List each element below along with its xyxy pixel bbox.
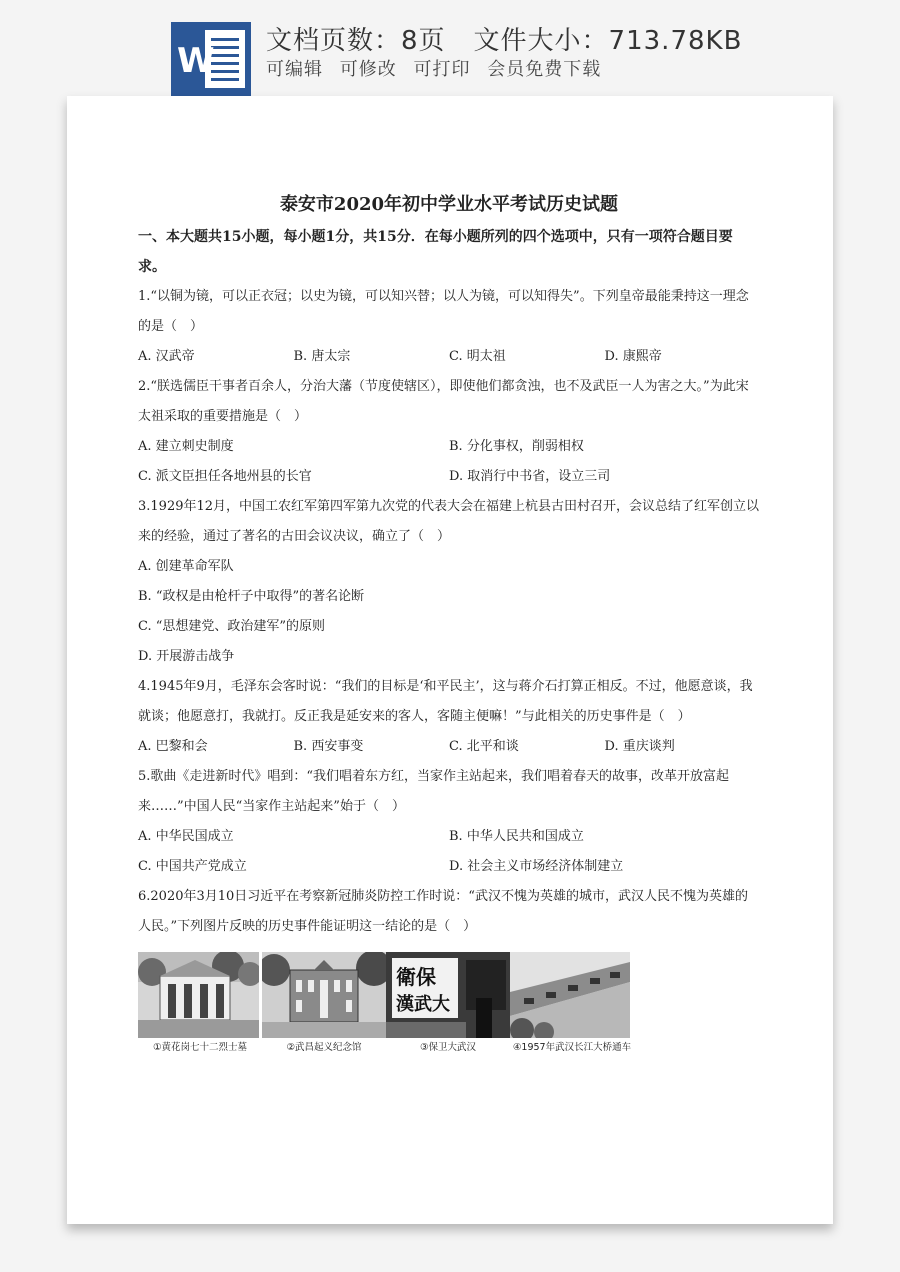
option: B. 中华人民共和国成立	[449, 829, 584, 844]
document-header	[0, 0, 900, 100]
defend-wuhan-photo	[386, 952, 512, 1038]
document-page	[67, 96, 833, 1224]
option: A. 巴黎和会	[138, 739, 208, 754]
word-document-icon	[171, 22, 251, 96]
question-5-options-row2	[138, 852, 760, 882]
option: C. 派文臣担任各地州县的长官	[138, 469, 312, 484]
svg-text:漢武大: 漢武大	[396, 994, 450, 1015]
option: D. 取消行中书省，设立三司	[449, 469, 611, 484]
question-4-options	[138, 732, 760, 762]
feature-modifiable: 可修改	[339, 59, 397, 80]
figure-1	[138, 952, 262, 1055]
question-4: 4.1945年9月，毛泽东会客时说：“我们的目标是‘和平民主’，这与蒋介石打算正相反。不过，他愿意谈，我就谈；他愿意打，我就打。反正我是延安来的客人，客随主便嘛！”与此相关的历史事件是（ ）	[138, 679, 753, 724]
option: B. 西安事变	[293, 739, 364, 754]
feature-printable: 可打印	[413, 59, 471, 80]
figure-caption: ②武昌起义纪念馆	[286, 1042, 362, 1053]
option: D. 社会主义市场经济体制建立	[449, 859, 624, 874]
doc-title: 泰安市2020年初中学业水平考试历史试题	[279, 194, 619, 215]
option: A. 汉武帝	[138, 349, 195, 364]
question-6-figures	[138, 952, 760, 1055]
option: D. 开展游击战争	[138, 649, 235, 664]
option: B. “政权是由枪杆子中取得”的著名论断	[138, 589, 365, 604]
page-count: 文档页数：8页	[266, 26, 446, 56]
option: C. 北平和谈	[449, 739, 519, 754]
option: D. 康熙帝	[604, 349, 662, 364]
question-3: 3.1929年12月，中国工农红军第四军第九次党的代表大会在福建上杭县古田村召开，会议总结了红军创立以来的经验，通过了著名的古田会议决议，确立了（ ）	[138, 499, 760, 544]
option: D. 重庆谈判	[604, 739, 675, 754]
option: B. 分化事权，削弱相权	[449, 439, 584, 454]
question-6: 6.2020年3月10日习近平在考察新冠肺炎防控工作时说：“武汉不愧为英雄的城市，武汉人民不愧为英雄的人民。”下列图片反映的历史事件能证明这一结论的是（ ）	[138, 889, 748, 934]
figure-2	[262, 952, 386, 1055]
question-2-options-row1	[138, 432, 760, 462]
option: B. 唐太宗	[293, 349, 351, 364]
svg-text:W: W	[177, 41, 215, 81]
figure-caption: ①黄花岗七十二烈士墓	[152, 1042, 248, 1053]
svg-text:衛保: 衛保	[396, 965, 436, 989]
tomb-photo	[138, 952, 259, 1038]
question-5-options-row1	[138, 822, 760, 852]
question-2-options-row2	[138, 462, 760, 492]
question-5: 5.歌曲《走进新时代》唱到：“我们唱着东方红，当家作主站起来，我们唱着春天的故事，改革开放富起来……”中国人民“当家作主站起来”始于（ ）	[138, 769, 730, 814]
memorial-hall-photo	[262, 952, 386, 1038]
header-features	[266, 55, 611, 81]
figure-caption: ③保卫大武汉	[419, 1042, 477, 1053]
file-size: 文件大小：713.78KB	[473, 26, 743, 56]
document-content	[138, 190, 760, 1055]
header-stats	[266, 20, 742, 57]
figure-caption: ④1957年武汉长江大桥通车	[512, 1042, 632, 1053]
option: C. 明太祖	[449, 349, 506, 364]
question-2: 2.“朕选儒臣干事者百余人，分治大藩（节度使辖区），即使他们都贪浊，也不及武臣一人为害之大。”为此宋太祖采取的重要措施是（ ）	[138, 379, 749, 424]
option: C. 中国共产党成立	[138, 859, 247, 874]
figure-4	[510, 952, 634, 1055]
figure-3	[386, 952, 510, 1055]
option: A. 中华民国成立	[138, 829, 234, 844]
question-1-options	[138, 342, 760, 372]
option: C. “思想建党、政治建军”的原则	[138, 619, 326, 634]
option: A. 创建革命军队	[138, 559, 234, 574]
bridge-photo	[510, 952, 630, 1038]
option: A. 建立刺史制度	[138, 439, 234, 454]
question-1: 1.“以铜为镜，可以正衣冠；以史为镜，可以知兴替；以人为镜，可以知得失”。下列皇帝最能秉持这一理念的是（ ）	[138, 289, 749, 334]
feature-member-download: 会员免费下载	[487, 59, 602, 80]
feature-editable: 可编辑	[266, 59, 323, 80]
section-heading: 一、本大题共15小题，每小题1分，共15分．在每小题所列的四个选项中，只有一项符合题目要求。	[138, 229, 733, 275]
